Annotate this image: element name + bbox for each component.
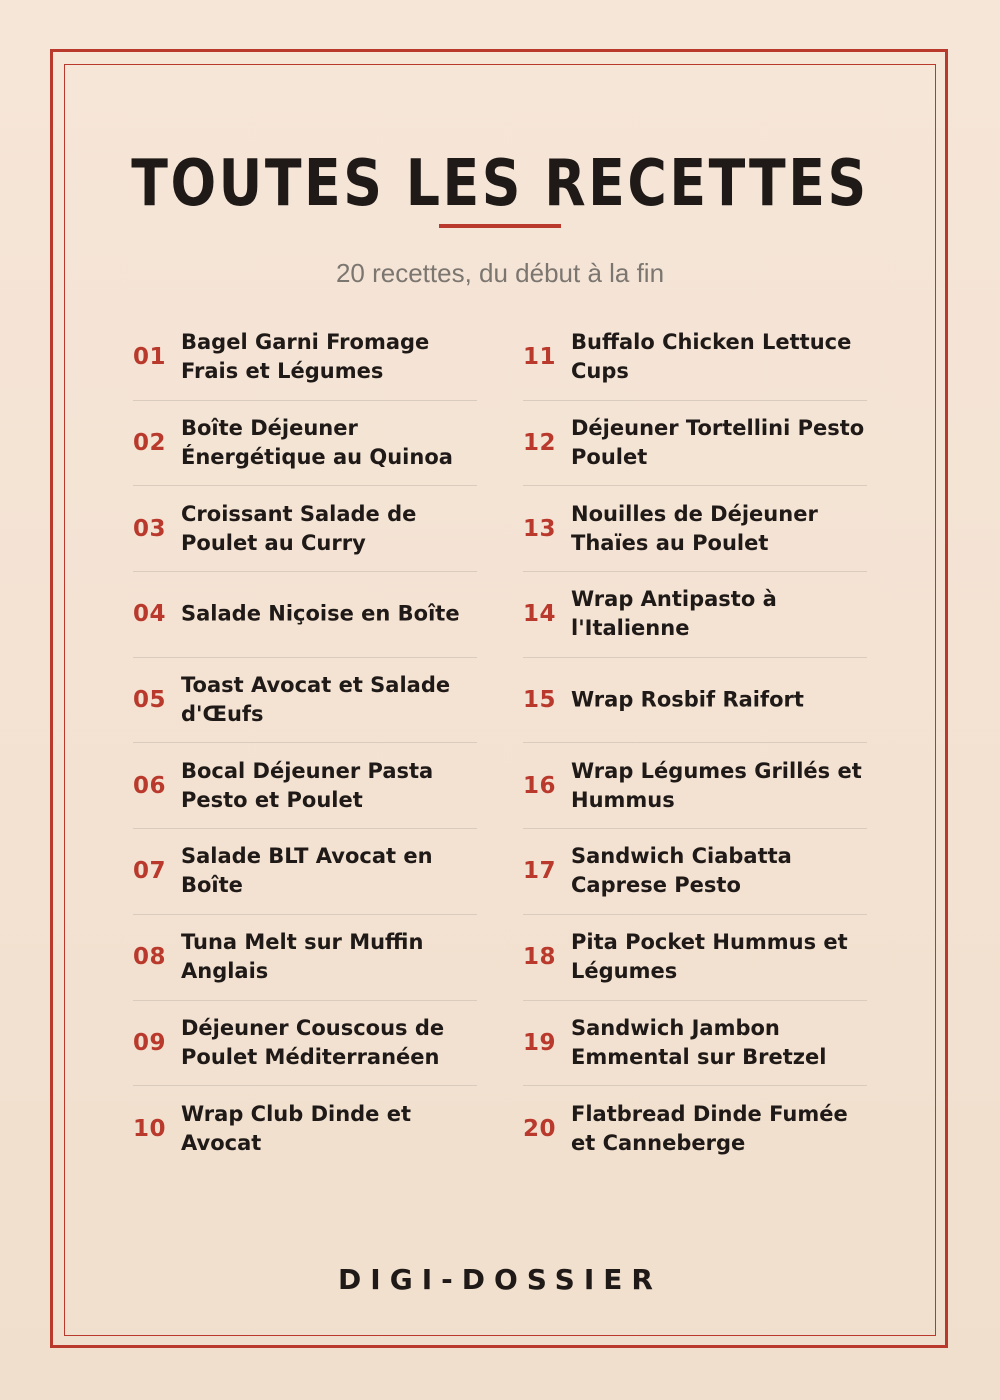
page-subtitle: 20 recettes, du début à la fin bbox=[335, 258, 665, 288]
recipe-name: Déjeuner Tortellini Pesto Poulet bbox=[571, 416, 865, 470]
recipe-number: 14 bbox=[523, 601, 557, 628]
recipe-item bbox=[133, 400, 477, 486]
recipe-name: Pita Pocket Hummus et Légumes bbox=[571, 930, 848, 984]
recipe-item bbox=[523, 1000, 867, 1086]
recipe-number: 18 bbox=[523, 944, 557, 971]
footer-brand: DIGI-DOSSIER bbox=[338, 1263, 662, 1296]
recipe-item bbox=[523, 657, 867, 743]
recipe-name: Croissant Salade de Poulet au Curry bbox=[181, 501, 417, 555]
recipe-item bbox=[523, 1085, 867, 1171]
page-title: TOUTES LES RECETTES bbox=[131, 147, 869, 221]
recipe-number: 08 bbox=[133, 944, 167, 971]
recipe-item bbox=[523, 828, 867, 914]
recipe-item bbox=[523, 914, 867, 1000]
recipe-name: Bagel Garni Fromage Frais et Légumes bbox=[181, 329, 430, 383]
recipe-item bbox=[133, 314, 477, 400]
recipe-name: Buffalo Chicken Lettuce Cups bbox=[571, 329, 852, 383]
recipe-item bbox=[523, 742, 867, 828]
recipe-item bbox=[133, 1085, 477, 1171]
recipe-number: 17 bbox=[523, 858, 557, 885]
recipe-list-right bbox=[523, 314, 867, 1171]
recipe-number: 09 bbox=[133, 1029, 167, 1056]
recipe-number: 12 bbox=[523, 430, 557, 457]
recipe-name: Sandwich Ciabatta Caprese Pesto bbox=[571, 844, 792, 898]
recipe-number: 05 bbox=[133, 687, 167, 714]
recipe-item bbox=[523, 485, 867, 571]
recipe-item bbox=[133, 742, 477, 828]
recipe-item bbox=[133, 914, 477, 1000]
recipe-number: 06 bbox=[133, 772, 167, 799]
recipe-name: Nouilles de Déjeuner Thaïes au Poulet bbox=[571, 501, 818, 555]
recipe-number: 04 bbox=[133, 601, 167, 628]
recipe-item bbox=[523, 314, 867, 400]
recipe-name: Wrap Club Dinde et Avocat bbox=[181, 1101, 412, 1155]
recipe-number: 13 bbox=[523, 515, 557, 542]
title-underline bbox=[439, 224, 561, 228]
recipe-name: Boîte Déjeuner Énergétique au Quinoa bbox=[181, 416, 453, 470]
recipe-list-left bbox=[133, 314, 477, 1171]
recipe-number: 02 bbox=[133, 430, 167, 457]
recipe-number: 16 bbox=[523, 772, 557, 799]
recipe-name: Déjeuner Couscous de Poulet Méditerranéen bbox=[181, 1015, 445, 1069]
recipe-name: Wrap Rosbif Raifort bbox=[571, 687, 804, 712]
recipe-name: Salade BLT Avocat en Boîte bbox=[181, 844, 433, 898]
recipe-name: Flatbread Dinde Fumée et Canneberge bbox=[571, 1101, 848, 1155]
recipe-number: 03 bbox=[133, 515, 167, 542]
recipe-number: 01 bbox=[133, 343, 167, 370]
recipe-name: Salade Niçoise en Boîte bbox=[181, 601, 460, 626]
recipe-item bbox=[523, 571, 867, 657]
recipe-item bbox=[523, 400, 867, 486]
recipe-item bbox=[133, 1000, 477, 1086]
recipe-number: 07 bbox=[133, 858, 167, 885]
recipe-item bbox=[133, 571, 477, 657]
recipe-item bbox=[133, 485, 477, 571]
recipe-name: Wrap Antipasto à l'Italienne bbox=[571, 587, 777, 641]
recipe-name: Toast Avocat et Salade d'Œufs bbox=[181, 673, 451, 727]
recipe-number: 11 bbox=[523, 343, 557, 370]
recipe-item bbox=[133, 828, 477, 914]
recipe-item bbox=[133, 657, 477, 743]
recipe-number: 10 bbox=[133, 1115, 167, 1142]
recipe-name: Wrap Légumes Grillés et Hummus bbox=[571, 758, 862, 812]
recipe-number: 19 bbox=[523, 1029, 557, 1056]
recipe-name: Bocal Déjeuner Pasta Pesto et Poulet bbox=[181, 758, 434, 812]
recipe-name: Sandwich Jambon Emmental sur Bretzel bbox=[571, 1015, 827, 1069]
recipe-number: 15 bbox=[523, 687, 557, 714]
recipe-name: Tuna Melt sur Muffin Anglais bbox=[181, 930, 424, 984]
recipe-number: 20 bbox=[523, 1115, 557, 1142]
